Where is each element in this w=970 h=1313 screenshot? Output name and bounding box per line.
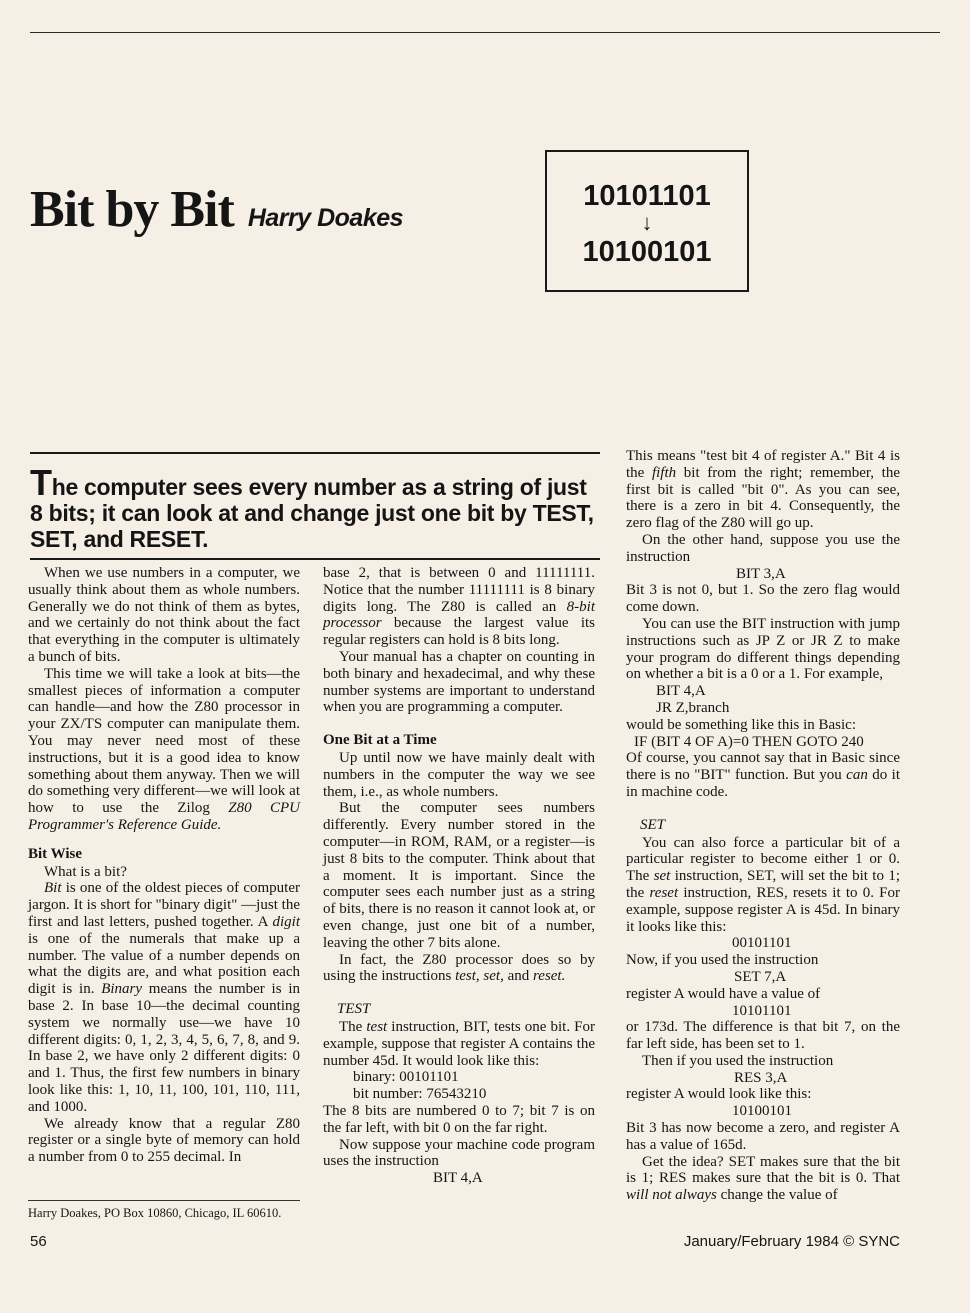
page-number: 56: [30, 1233, 47, 1250]
paragraph: Of course, you cannot say that in Basic since there is no "BIT" function. But you can do it in machine code.: [626, 750, 900, 800]
paragraph: Now, if you used the instruction: [626, 952, 819, 969]
section-heading: One Bit at a Time: [323, 732, 437, 749]
column-2: [323, 565, 595, 1187]
footnote-rule: [28, 1200, 300, 1201]
headline-rest: he computer sees every number as a string of just 8 bits; it can look at and change just one bit by TEST, SET, and RESET.: [30, 474, 594, 552]
code-line: IF (BIT 4 OF A)=0 THEN GOTO 240: [634, 733, 864, 750]
paragraph: base 2, that is between 0 and 11111111. Notice that the number 11111111 is 8 binary digits long. The Z80 is called an 8-bit processor because the largest value its regular registers can hold is 8 bits long.: [323, 565, 595, 649]
code-line: BIT 3,A: [736, 565, 786, 582]
paragraph: We already know that a regular Z80 register or a single byte of memory can hold a number from 0 to 255 decimal. In: [28, 1115, 300, 1166]
subheading: TEST: [337, 1001, 371, 1018]
arrow-down-icon: ↓: [641, 210, 653, 235]
paragraph: This means "test bit 4 of register A." Bit 4 is the fifth bit from the right; remember, the first bit is called "bit 0". As you can see, there is a zero in bit 4. Consequently, the zero flag of the Z80 will go up.: [626, 448, 901, 532]
paragraph: Bit 3 has now become a zero, and register A has a value of 165d.: [626, 1120, 900, 1153]
paragraph: But the computer sees numbers differently. Every number stored in the computer—in ROM, RAM, or a register—is just 8 bits to the computer. Think about that a moment. It is important. Since the computer sees each number just as a string of bits, there is no reason it cannot look at, or even change, just one bit of a number, leaving the other 7 bits alone.: [323, 800, 595, 951]
paragraph: Then if you used the instruction: [642, 1052, 834, 1069]
paragraph: Get the idea? SET makes sure that the bit is 1; RES makes sure that the bit is 0. That will not always change the value of: [626, 1153, 900, 1204]
binary-illustration-box: [545, 150, 749, 292]
paragraph: In fact, the Z80 processor does so by using the instructions test, set, and reset.: [323, 951, 595, 985]
title-text: Bit by Bit: [30, 181, 234, 238]
author-name: Harry Doakes: [247, 204, 404, 232]
code-line: binary: 00101101: [353, 1069, 459, 1086]
paragraph: Your manual has a chapter on counting in both binary and hexadecimal, and why these number systems are important to understand when you are programming a computer.: [323, 648, 595, 716]
column-1: [28, 565, 300, 1166]
subheading: SET: [640, 816, 666, 833]
code-line: SET 7,A: [734, 968, 787, 985]
paragraph: What is a bit?: [44, 863, 127, 880]
column-3: [626, 448, 900, 1204]
paragraph: would be something like this in Basic:: [626, 716, 856, 733]
code-line: JR Z,branch: [656, 699, 730, 716]
headline-rule-bottom: [30, 558, 600, 560]
code-line: RES 3,A: [734, 1069, 788, 1086]
author-address-footnote: Harry Doakes, PO Box 10860, Chicago, IL 60610.: [28, 1206, 282, 1220]
paragraph: On the other hand, suppose you use the instruction: [626, 531, 900, 565]
binary-before: 10101101: [583, 180, 711, 212]
headline-dropcap: T: [30, 462, 52, 503]
section-heading: Bit Wise: [28, 845, 83, 862]
paragraph: This time we will take a look at bits—the smallest pieces of information a computer can handle—and how the Z80 processor in your ZX/TS computer can manipulate them. You may never need most of these instructions, but it is a good idea to know something about them anyway. Then we will do something very different—we will look at how to use the Zilog Z80 CPU Programmer's Reference Guide.: [28, 665, 300, 833]
paragraph: Bit 3 is not 0, but 1. So the zero flag would come down.: [626, 582, 900, 616]
issue-line: January/February 1984 © SYNC: [683, 1233, 900, 1250]
paragraph: The test instruction, BIT, tests one bit. For example, suppose that register A contains the number 45d. It would look like this:: [323, 1018, 595, 1069]
paragraph: Now suppose your machine code program uses the instruction: [323, 1136, 595, 1170]
paragraph: Bit is one of the oldest pieces of computer jargon. It is short for "binary digit" —just the first and last letters, pushed together. A digit is one of the numerals that make up a number. The value of a number depends on what the digits are, and what position each digit is in. Binary means the number is in base 2. In base 10—the decimal counting system we normally use—we have 10 different digits: 0, 1, 2, 3, 4, 5, 6, 7, 8, and 9. In base 2, we have only 2 different digits: 0 and 1. Thus, the first few numbers in binary look like this: 1, 10, 11, 100, 101, 110, 111, and 1000.: [28, 880, 300, 1115]
paragraph: You can use the BIT instruction with jump instructions such as JP Z or JR Z to make your program do different things depending on whether a bit is a 0 or a 1. For example,: [626, 615, 900, 683]
article-title: [30, 180, 403, 239]
binary-after: 10100101: [582, 236, 712, 268]
paragraph: When we use numbers in a computer, we usually think about them as whole numbers. Generally we do not think of them as bytes, and we certainly do not think about the fact that everything in the computer is ultimately a bunch of bits.: [28, 565, 300, 665]
paragraph: Up until now we have mainly dealt with numbers in the computer the way we see them, i.e., as whole numbers.: [323, 749, 595, 800]
paragraph: register A would have a value of: [626, 985, 821, 1002]
code-line: bit number: 76543210: [353, 1086, 487, 1103]
top-rule: [30, 32, 940, 33]
code-line: BIT 4,A: [656, 683, 706, 700]
headline-rule-top: [30, 452, 600, 454]
paragraph: register A would look like this:: [626, 1086, 812, 1103]
code-line: 10101101: [732, 1002, 792, 1019]
paragraph: You can also force a particular bit of a particular register to become either 1 or 0. The set instruction, SET, will set the bit to 1; the reset instruction, RES, resets it to 0. For example, suppose register A is 45d. In binary it looks like this:: [626, 834, 900, 935]
headline-text: [30, 462, 600, 552]
deck-headline: [30, 452, 600, 560]
paragraph: The 8 bits are numbered 0 to 7; bit 7 is on the far left, with bit 0 on the far right.: [323, 1102, 595, 1136]
paragraph: or 173d. The difference is that bit 7, on the far left side, has been set to 1.: [626, 1019, 900, 1053]
code-line: 00101101: [732, 935, 792, 952]
code-line: BIT 4,A: [433, 1170, 483, 1187]
code-line: 10100101: [732, 1103, 792, 1120]
